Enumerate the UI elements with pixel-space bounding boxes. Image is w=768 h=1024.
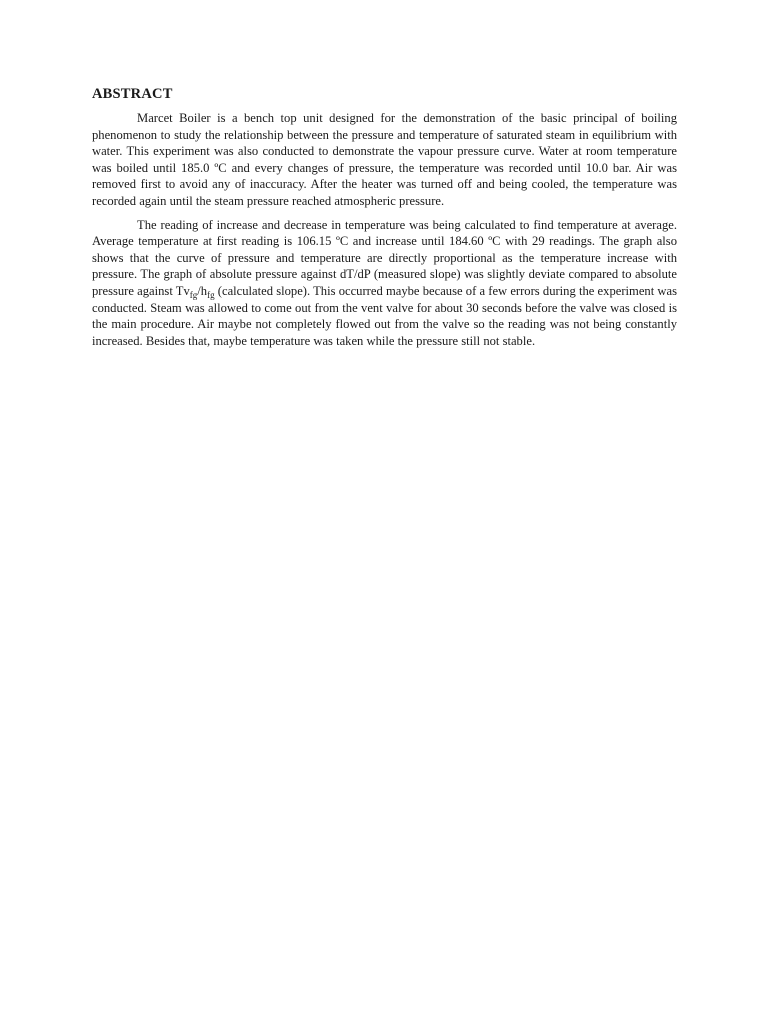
abstract-heading: ABSTRACT xyxy=(92,86,173,102)
paragraph-2-text-part-2: (calculated slope). This occurred maybe because of a few errors during the experiment was conducted. Steam was allowed to come out from the vent valve for about 30 seconds before the valve was closed is the main procedure. Air maybe not completely flowed out from the valve so the reading was not being constantly increased. Besides that, maybe temperature was taken while the pressure still not stable. xyxy=(92,283,677,348)
abstract-section xyxy=(92,84,677,356)
abstract-paragraph-2 xyxy=(92,217,677,350)
slash-h-text: /h xyxy=(197,283,208,298)
subscript-fg-2: fg xyxy=(207,289,215,300)
abstract-paragraph-1: Marcet Boiler is a bench top unit designed for the demonstration of the basic principal of boiling phenomenon to study the relationship between the pressure and temperature of saturated steam in equilibrium with water. This experiment was also conducted to demonstrate the vapour pressure curve. Water at room temperature was boiled until 185.0 ºC and every changes of pressure, the temperature was recorded until 10.0 bar. Air was removed first to avoid any of inaccuracy. After the heater was turned off and being cooled, the temperature was recorded again until the steam pressure reached atmospheric pressure. xyxy=(92,111,677,208)
subscript-fg-1: fg xyxy=(189,289,198,300)
paragraph-2-text-part-1: The reading of increase and decrease in temperature was being calculated to find temperature at average. Average temperature at first reading is 106.15 ºC and increase until 184.60 ºC with 29 readings. The graph also shows that the curve of pressure and temperature are directly proportional as the temperature increase with pressure. The graph of absolute pressure against dT/dP (measured slope) was slightly deviate compared to absolute pressure against Tv xyxy=(92,217,677,298)
